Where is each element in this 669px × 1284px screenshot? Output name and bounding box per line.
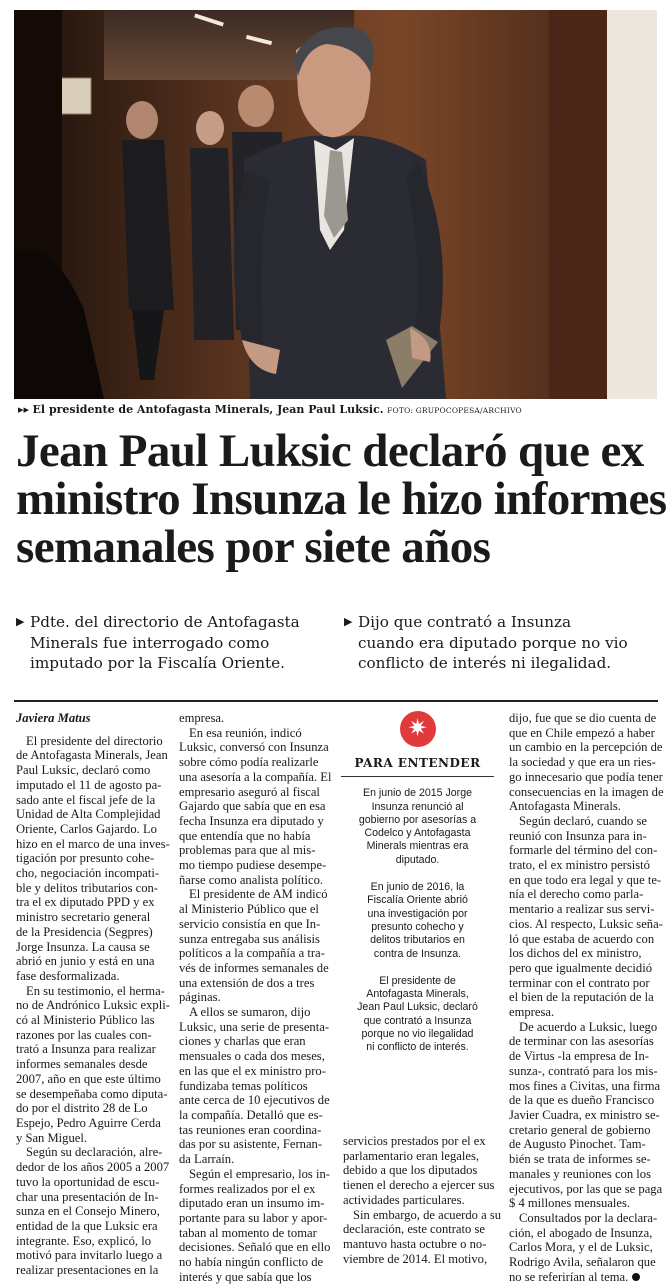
sidebar-text-line: gobierno por asesorías a xyxy=(358,813,477,826)
article-text-line: problemas para que al mis- xyxy=(179,843,316,858)
deck-line: Pdte. del directorio de Antofagasta xyxy=(30,613,300,631)
article-text-line: mos fines a Civitas, una firma xyxy=(509,1078,661,1093)
article-text-line: ante cerca de 10 ejecutivos de xyxy=(179,1093,330,1108)
sidebar-text-line: Insunza renunció al xyxy=(371,800,464,813)
deck-line: conflicto de interés ni ilegalidad. xyxy=(358,654,612,672)
article-text-line: ministro secretario general xyxy=(16,910,151,925)
deck-line: cuando era diputado porque no vio xyxy=(358,633,628,652)
article-text-line: decisiones. Señaló que en ello xyxy=(179,1240,331,1255)
deck-right xyxy=(344,612,664,674)
article-text-line: que entendía que no había xyxy=(179,828,311,843)
article-text-line: Luksic, una serie de presenta- xyxy=(179,1019,330,1034)
article-text-line: una extensión de dos a tres xyxy=(179,975,315,990)
article-text-line: da Larraín. xyxy=(179,1152,235,1167)
article-text-line: el bien de la reputación de la xyxy=(509,990,654,1005)
article-text-line: viembre de 2014. El motivo, xyxy=(343,1251,488,1266)
sidebar-text-line: Jean Paul Luksic, declaró xyxy=(357,1001,478,1014)
article-text-line: pero que igualmente decidió xyxy=(509,960,653,975)
article-text-line: formarle del término del con- xyxy=(509,843,658,858)
article-text-line: la sociedad y que era un ries- xyxy=(509,755,656,770)
article-text-line: Según declaró, cuando se xyxy=(519,813,647,828)
article-text-line: al Ministerio Público que el xyxy=(179,902,319,917)
article-column-3 xyxy=(343,1134,502,1266)
deck-left xyxy=(16,612,336,674)
sidebar-text-line: Codelco y Antofagasta xyxy=(364,827,471,840)
article-text-line: razones por las cuales con- xyxy=(16,1027,152,1042)
article-text-line: En su testimonio, el herma- xyxy=(26,983,165,998)
sidebar-text-line: porque no vio ilegalidad xyxy=(361,1028,474,1041)
end-of-article-icon xyxy=(632,1273,640,1281)
sidebar-paragraph xyxy=(339,787,496,867)
article-text-line: có al Ministerio Público las xyxy=(16,1013,155,1028)
article-text-line: los dichos del ex ministro, xyxy=(509,946,642,961)
article-text-line: vés de informes semanales de xyxy=(179,960,329,975)
para-entender-sidebar xyxy=(339,711,496,1055)
sidebar-text-line: Minerals mientras era xyxy=(366,840,469,853)
article-text-line: bién se trata de informes se- xyxy=(509,1152,651,1167)
article-text-line: páginas. xyxy=(179,990,221,1005)
photo-credit: FOTO: GRUPOCOPESA/ARCHIVO xyxy=(387,406,522,415)
article-text-line: cho, negociación incompati- xyxy=(16,866,160,881)
article-text-line: fecha Insunza era diputado y xyxy=(179,813,324,828)
article-text-line: servicios prestados por el ex xyxy=(343,1134,486,1148)
headline-line: semanales por siete años xyxy=(16,521,491,573)
article-text-line: de terminar con las asesorías xyxy=(509,1034,654,1049)
photo-illustration xyxy=(14,10,657,399)
article-text-line: taban al momento de tomar xyxy=(179,1225,317,1240)
article-text-line: mo tiempo pudiese desempe- xyxy=(179,858,327,873)
article-text-line: terminar con el contrato por xyxy=(509,975,650,990)
article-text-line: Consultados por la declara- xyxy=(519,1210,658,1225)
article-photo xyxy=(14,10,657,399)
article-text-line: 2007, año en que este último xyxy=(16,1071,161,1086)
article-text-line: Luksic, conversó con Insunza xyxy=(179,740,329,755)
article-text-line: tigación por presunto cohe- xyxy=(16,851,155,866)
article-text-line: imputado el 11 de agosto pa- xyxy=(16,777,162,792)
article-text-line: realizar presentaciones en la xyxy=(16,1263,159,1278)
article-text-line: tienen el derecho a ejercer sus xyxy=(343,1178,495,1193)
article-text-line: Oriente, Carlos Gajardo. Lo xyxy=(16,821,157,836)
article-text-line: consecuencias en la imagen de xyxy=(509,784,664,799)
article-text-line: ejecutivos, por las que se paga xyxy=(509,1181,663,1196)
sidebar-text-line: Antofagasta Minerals, xyxy=(366,988,469,1001)
article-text-line: de la Presidencia (Segpres) xyxy=(16,924,153,939)
article-text-line: Jorge Insunza. La causa se xyxy=(16,939,150,954)
article-text-line: de Augusto Pinochet. Tam- xyxy=(509,1137,646,1152)
article-text-line: reunió con Insunza para in- xyxy=(509,828,647,843)
article-text-line: políticos a la compañía a tra- xyxy=(179,946,325,961)
article-text-line: en las que el ex ministro pro- xyxy=(179,1063,326,1078)
article-text-line: En esa reunión, indicó xyxy=(189,725,302,740)
article-text-line: go innecesario que podía tener xyxy=(509,769,663,784)
article-text-line: no había ningún conflicto de xyxy=(179,1255,324,1270)
article-text-line: declaración, este contrato se xyxy=(343,1222,485,1237)
deck-line: imputado por la Fiscalía Oriente. xyxy=(30,654,285,672)
article-text-line: debido a que los diputados xyxy=(343,1163,478,1178)
article-text-line: A ellos se sumaron, dijo xyxy=(189,1005,311,1020)
article-text-line: entidad de la que Luksic era xyxy=(16,1218,158,1233)
article-text-line: empresa. xyxy=(179,711,225,725)
sidebar-divider xyxy=(341,776,494,777)
article-text-line: El presidente de AM indicó xyxy=(189,887,328,902)
article-text-line: sado ante el fiscal jefe de la xyxy=(16,792,156,807)
sidebar-text-line: El presidente de xyxy=(379,974,456,987)
article-text-line: en que todo era legal y que te- xyxy=(509,872,662,887)
article-text-line: empresario aseguró al fiscal xyxy=(179,784,320,799)
article-text-line: actividades particulares. xyxy=(343,1192,465,1207)
article-text-line: de la que es dueño Francisco xyxy=(509,1093,655,1108)
article-text-line: dedor de los años 2005 a 2007 xyxy=(16,1160,170,1175)
article-text-line: ción, el abogado de Insunza, xyxy=(509,1225,653,1240)
sidebar-paragraph xyxy=(339,975,496,1055)
article-text-line: tuvo la oportunidad de escu- xyxy=(16,1174,160,1189)
article-text-line: empresa. xyxy=(509,1005,555,1020)
article-text-line: cios. Al respecto, Luksic seña- xyxy=(509,916,663,931)
caption-text: El presidente de Antofagasta Minerals, Jean Paul Luksic. xyxy=(32,403,384,416)
article-column-2 xyxy=(179,711,334,1284)
article-text-line: ble y delitos tributarios con- xyxy=(16,880,158,895)
article-text-line: sunza entregaba sus análisis xyxy=(179,931,320,946)
sidebar-text-line: Fiscalía Oriente abrió xyxy=(367,894,468,907)
article-text-line: trato, el ex ministro persistó xyxy=(509,858,650,873)
article-text-line: no de Andrónico Luksic expli- xyxy=(16,998,170,1013)
author-byline: Javiera Matus xyxy=(16,711,91,725)
article-text-line: tas reuniones eran coordina- xyxy=(179,1122,322,1137)
article-text-line: mantuvo hasta octubre o no- xyxy=(343,1236,487,1251)
article-text-line: Antofagasta Minerals. xyxy=(509,799,621,814)
article-text-line: Según el empresario, los in- xyxy=(189,1166,330,1181)
triangle-bullet-icon: ▶ xyxy=(344,615,353,628)
caption-marker: ▸▸ xyxy=(18,403,30,416)
article-text-line: que en Chile empezó a haber xyxy=(509,725,655,740)
article-text-line: diputado eran un insumo im- xyxy=(179,1196,325,1211)
sidebar-text-line: diputado. xyxy=(395,853,440,866)
article-text-line: no se referirían al tema. xyxy=(509,1270,659,1284)
article-text-line: Sin embargo, de acuerdo a su xyxy=(353,1207,502,1222)
sidebar-text-line: que contrató a Insunza xyxy=(363,1014,472,1027)
deck-line: Minerals fue interrogado como xyxy=(30,633,270,652)
headline-line: ministro Insunza le hizo informes xyxy=(16,473,667,525)
article-text-line: Carlos Mora, y el de Luksic, xyxy=(509,1240,653,1255)
article-text-line: Paul Luksic, declaró como xyxy=(16,763,151,778)
article-text-line: ló que estaba de acuerdo con xyxy=(509,931,655,946)
article-text-line: se desempeñaba como diputa- xyxy=(16,1086,168,1101)
article-text-line: fundizaba temas políticos xyxy=(179,1078,308,1093)
article-text-line: Gajardo que sabía que en esa xyxy=(179,799,326,814)
headline xyxy=(16,425,667,573)
article-text-line: un cambio en la percepción de xyxy=(509,740,663,755)
article-text-line: interés y que sabía que los xyxy=(179,1269,312,1284)
article-text-line: de Antofagasta Minerals, Jean xyxy=(16,748,168,763)
article-text-line: $ 4 millones mensuales. xyxy=(509,1196,631,1211)
article-column-1 xyxy=(16,711,174,1278)
article-column-4 xyxy=(509,711,664,1284)
article-text-line: ñarse como analista político. xyxy=(179,872,324,887)
article-text-line: fase desformalizada. xyxy=(16,968,120,983)
article-text-line: mentario a realizar sus servi- xyxy=(509,902,655,917)
sidebar-title: PARA ENTENDER xyxy=(354,756,481,770)
article-text-line: nía el derecho como parla- xyxy=(509,887,644,902)
article-text-line: das por su asistente, Fernan- xyxy=(179,1137,323,1152)
deck-line: Dijo que contrató a Insunza xyxy=(358,613,572,631)
article-text-line: De acuerdo a Luksic, luego xyxy=(519,1019,658,1034)
article-text-line: dijo, fue que se dio cuenta de xyxy=(509,711,657,725)
article-text-line: abrió en junio y está en una xyxy=(16,954,155,969)
article-text-line: sunza en el Consejo Minero, xyxy=(16,1204,160,1219)
article-text-line: cretario general de gobierno xyxy=(509,1122,651,1137)
article-text-line: trató a Insunza para realizar xyxy=(16,1042,156,1057)
article-text-line: mensuales o cada dos meses, xyxy=(179,1049,325,1064)
article-text-line: integrante. Eso, explicó, lo xyxy=(16,1233,151,1248)
star-badge-icon: ✷ xyxy=(400,711,436,747)
article-text-line: Según su declaración, alre- xyxy=(26,1145,163,1160)
sidebar-text-line: contra de Insunza. xyxy=(373,947,462,960)
article-text-line: hizo en el marco de una inves- xyxy=(16,836,170,851)
section-divider xyxy=(14,700,658,702)
article-text-line: una asesoría a la compañía. El xyxy=(179,769,332,784)
article-text-line: sunza-, contrató para los mis- xyxy=(509,1063,658,1078)
article-text-line: do por el distrito 28 de Lo xyxy=(16,1101,148,1116)
article-text-line: Unidad de Alta Complejidad xyxy=(16,807,161,822)
article-text-line: El presidente del directorio xyxy=(26,733,163,748)
sidebar-text-line: ni conflicto de interés. xyxy=(366,1041,469,1054)
triangle-bullet-icon: ▶ xyxy=(16,615,25,628)
article-text-line: de Virtus -la empresa de In- xyxy=(509,1049,649,1064)
sidebar-text-line: En junio de 2016, la xyxy=(370,881,465,894)
article-text-line: servicio consistía en que In- xyxy=(179,916,321,931)
article-text-line: Espejo, Pedro Aguirre Cerda xyxy=(16,1115,161,1130)
article-text-line: Javier Cuadra, ex ministro se- xyxy=(509,1107,660,1122)
article-text-line: parlamentario eran legales, xyxy=(343,1148,480,1163)
sidebar-text-line: presunto cohecho y xyxy=(371,920,464,933)
article-text-line: tra el ex diputado PPD y ex xyxy=(16,895,155,910)
article-text-line: portante para su labor y apor- xyxy=(179,1210,328,1225)
article-text-line: char una presentación de In- xyxy=(16,1189,159,1204)
article-text-line: manales y reuniones con los xyxy=(509,1166,651,1181)
article-text-line: informes semanales desde xyxy=(16,1057,148,1072)
headline-line: Jean Paul Luksic declaró que ex xyxy=(16,425,644,477)
sidebar-text-line: una investigación por xyxy=(367,907,468,920)
photo-caption xyxy=(18,403,658,418)
sidebar-text-line: delitos tributarios en xyxy=(370,934,465,947)
article-text-line: motivó para invitarlo luego a xyxy=(16,1248,163,1263)
sidebar-text-line: En junio de 2015 Jorge xyxy=(363,787,472,800)
article-text-line: la compañía. Detalló que es- xyxy=(179,1107,323,1122)
article-text-line: formes realizados por el ex xyxy=(179,1181,316,1196)
article-text-line: sobre cómo podía realizarle xyxy=(179,755,319,770)
article-text-line: Rodrigo Avila, señalaron que xyxy=(509,1255,656,1270)
article-text-line: y San Miguel. xyxy=(16,1130,88,1145)
sidebar-paragraph xyxy=(339,881,496,961)
article-text-line: ciones y charlas que eran xyxy=(179,1034,306,1049)
